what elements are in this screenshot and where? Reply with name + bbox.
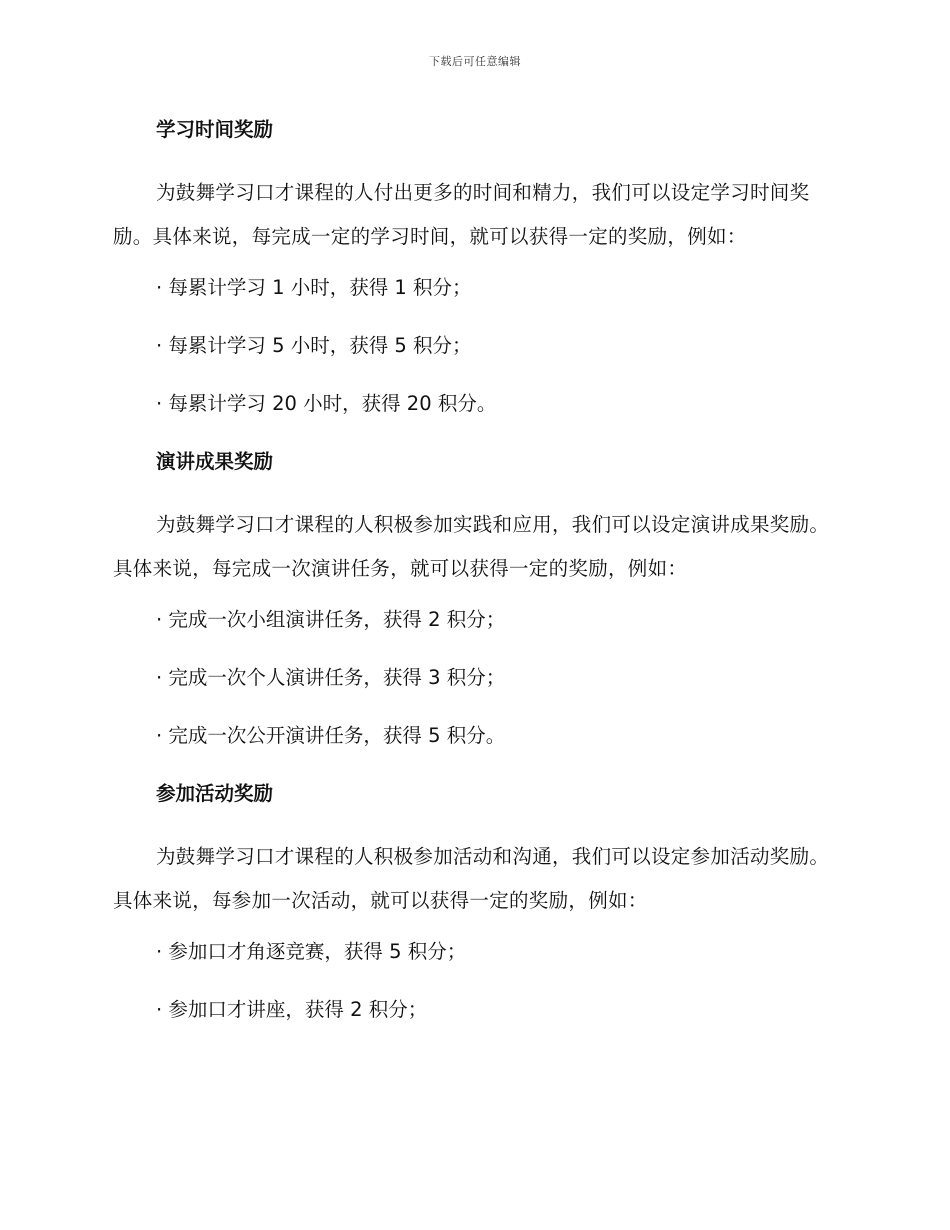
section-heading-activities: 参加活动奖励: [156, 782, 274, 805]
page-header: 下载后可任意编辑: [429, 55, 521, 68]
section-paragraph-speech-results: 为鼓舞学习口才课程的人积极参加实践和应用，我们可以设定演讲成果奖励。具体来说，每完成一次演讲任务，就可以获得一定的奖励，例如：: [113, 513, 830, 580]
list-item: · 完成一次小组演讲任务，获得 2 积分；: [156, 608, 506, 631]
list-item: · 完成一次个人演讲任务，获得 3 积分；: [156, 666, 506, 689]
section-heading-study-time: 学习时间奖励: [156, 118, 274, 141]
list-item: · 参加口才角逐竞赛，获得 5 积分；: [156, 940, 467, 963]
list-item: · 每累计学习 1 小时，获得 1 积分；: [156, 276, 472, 299]
section-paragraph-study-time: 为鼓舞学习口才课程的人付出更多的时间和精力，我们可以设定学习时间奖励。具体来说，每完成一定的学习时间，就可以获得一定的奖励，例如：: [113, 181, 810, 248]
list-item: · 每累计学习 5 小时，获得 5 积分；: [156, 334, 472, 357]
document-body: [113, 113, 833, 1051]
list-item: · 每累计学习 20 小时，获得 20 积分。: [156, 392, 497, 415]
list-item: · 参加口才讲座，获得 2 积分；: [156, 998, 428, 1021]
section-paragraph-activities: 为鼓舞学习口才课程的人积极参加活动和沟通，我们可以设定参加活动奖励。具体来说，每参加一次活动，就可以获得一定的奖励，例如：: [113, 845, 830, 912]
section-heading-speech-results: 演讲成果奖励: [156, 450, 274, 473]
list-item: · 完成一次公开演讲任务，获得 5 积分。: [156, 724, 506, 747]
